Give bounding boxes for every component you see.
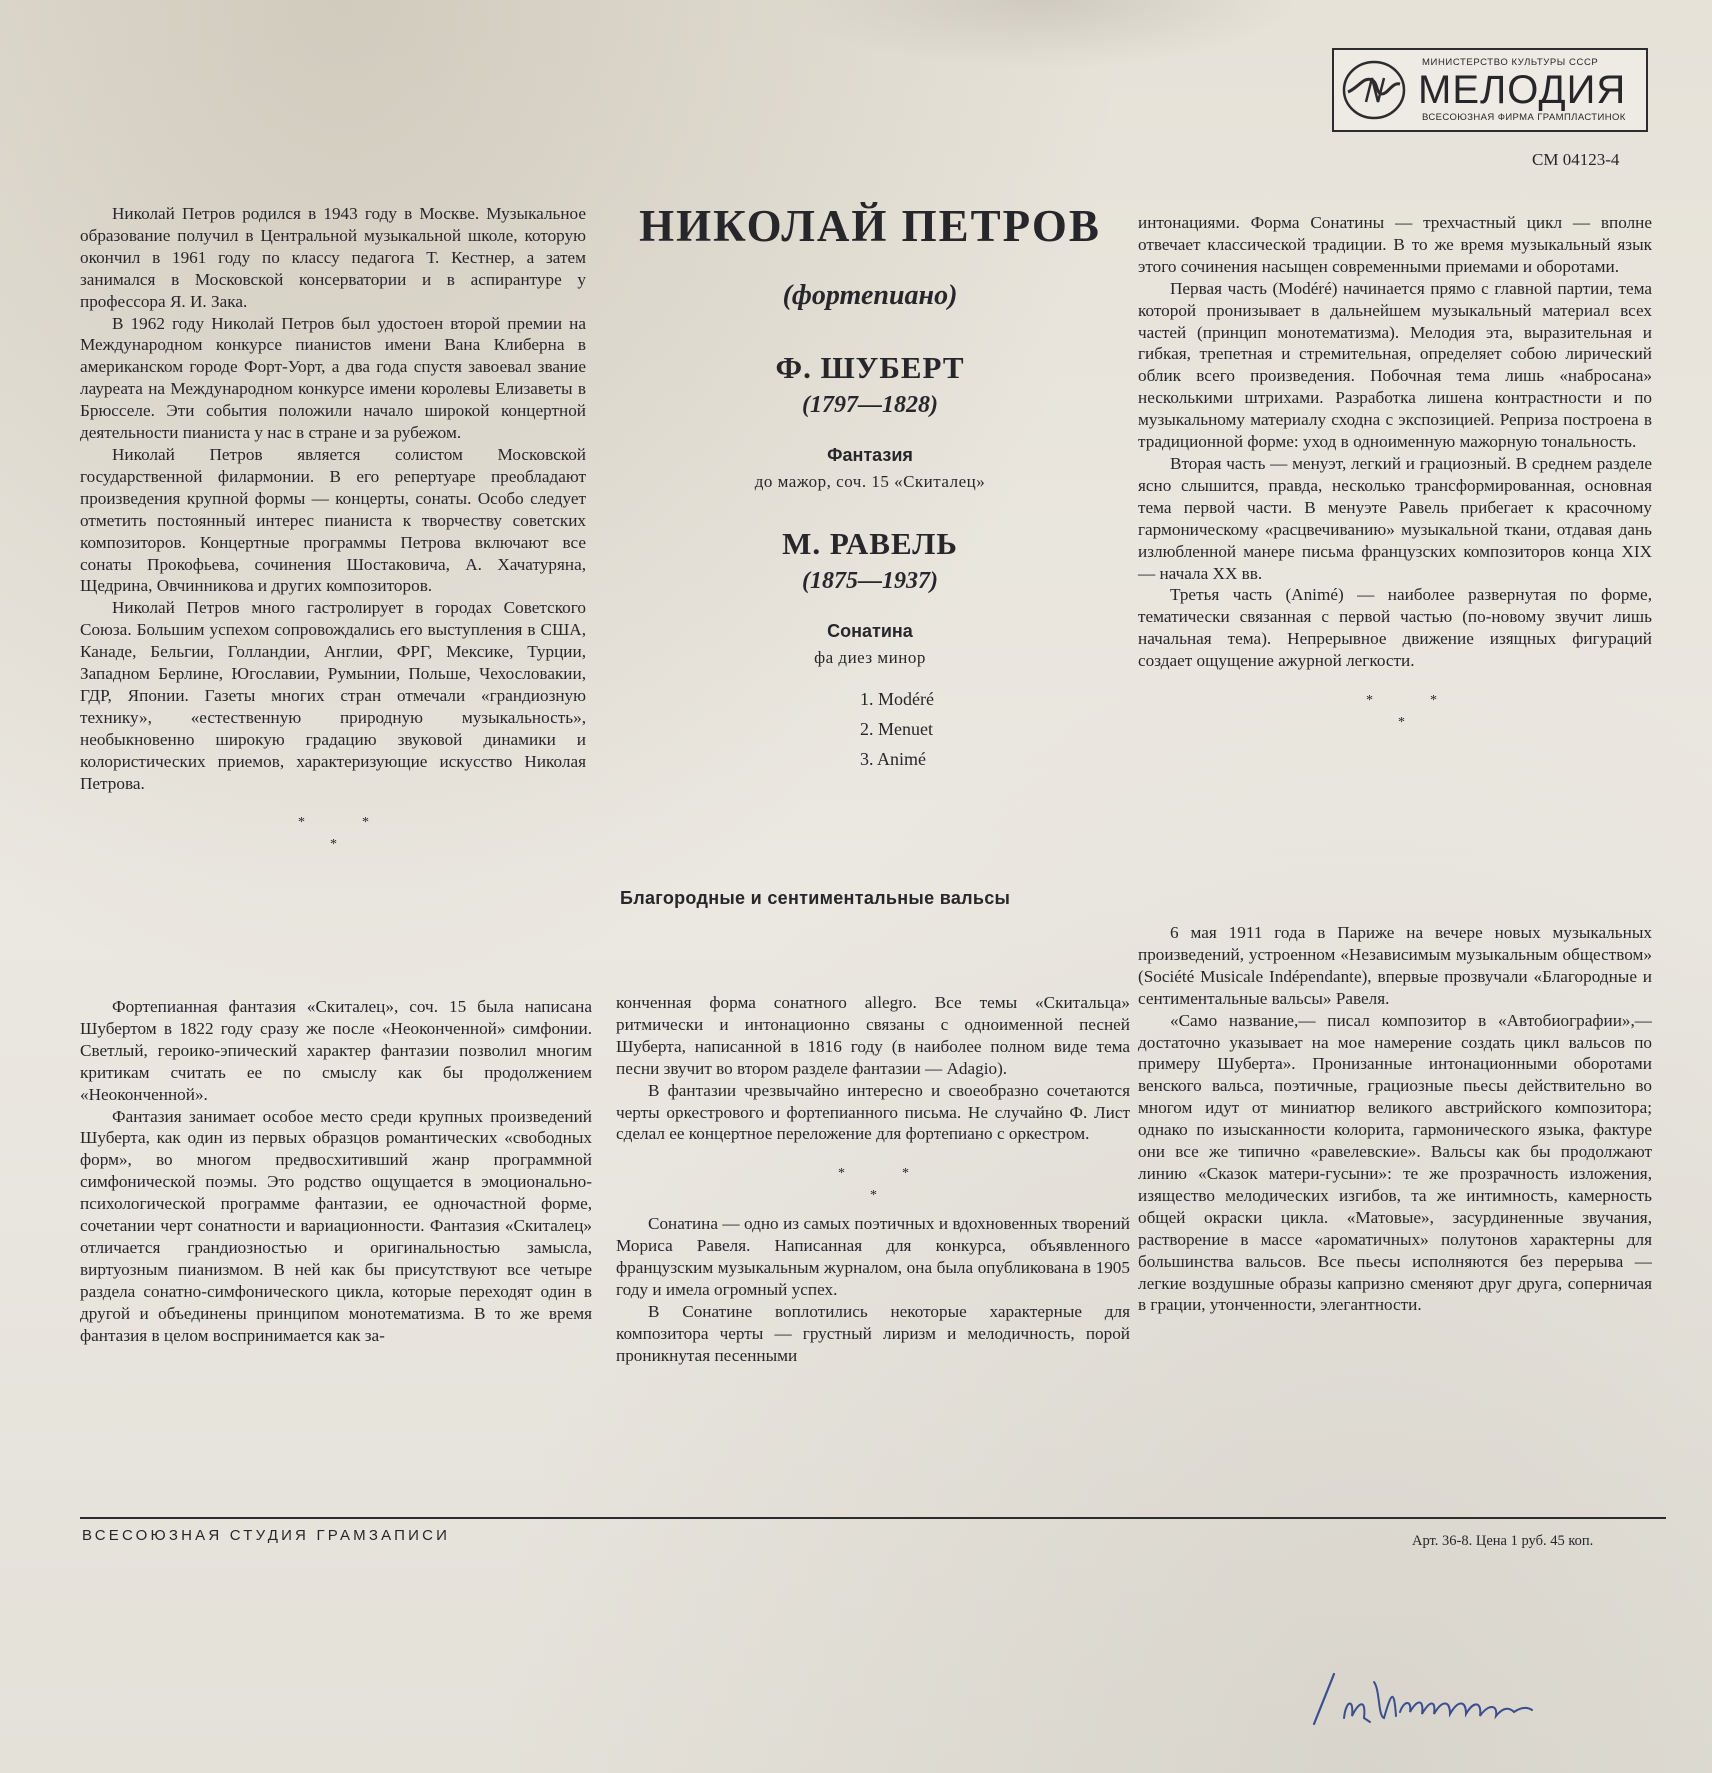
paragraph: В Сонатине воплотились некоторые характерные для композитора черты — грустный лиризм и мелодичность, порой проникнутая песенными bbox=[616, 1301, 1130, 1365]
movement-item: 2. Menuet bbox=[860, 719, 933, 739]
work-fantasy-title: Фантазия bbox=[827, 445, 913, 465]
composer-ravel: М. РАВЕЛЬ bbox=[782, 526, 958, 561]
paragraph: Николай Петров родился в 1943 году в Москве. Музыкальное образование получил в Центральной музыкальной школе, которую окончил в 1961 году по классу педагога Т. Кестнер, а затем занимался в Московской консерватории и в аспирантуре у профессора Я. И. Зака. bbox=[80, 204, 586, 311]
work-fantasy-subtitle: до мажор, соч. 15 «Скиталец» bbox=[754, 472, 986, 491]
melodiya-emblem-icon bbox=[1342, 58, 1406, 122]
logo-brand-name: МЕЛОДИЯ bbox=[1418, 68, 1627, 112]
studio-name: ВСЕСОЮЗНАЯ СТУДИЯ ГРАМЗАПИСИ bbox=[82, 1527, 451, 1544]
composer-schubert: Ф. ШУБЕРТ bbox=[775, 350, 965, 385]
performer-instrument: (фортепиано) bbox=[782, 280, 958, 311]
composer-ravel-dates: (1875—1937) bbox=[802, 568, 938, 594]
section-divider-stars: * * * bbox=[298, 815, 369, 853]
paragraph: Николай Петров много гастролирует в городах Советского Союза. Большим успехом сопровождались его выступления в США, Канаде, Бельгии, Голландии, Англии, ФРГ, Мексике, Турции, Западном Берлине, Югославии, Румынии, Польше, Чехословакии, ГДР, Японии. Газеты многих стран отмечали «грандиозную технику», «естественную природную музыкальность», необыкновенно широкую градацию звуковой динамики и колористических приемов, характеризующие искусство Николая Петрова. bbox=[80, 598, 586, 793]
paragraph: Николай Петров является солистом Московской государственной филармонии. В его репертуаре преобладают произведения крупной формы — концерты, сонаты. Особо следует отметить постоянный интерес пианиста к творчеству советских композиторов. Концертные программы Петрова включают все сонаты Прокофьева, сочинения Шостаковича, А. Хачатуряна, Щедрина, Овчинникова и других композиторов. bbox=[80, 444, 586, 596]
paragraph: Фантазия занимает особое место среди крупных произведений Шуберта, как один из первых образцов романтических «свободных форм», во многом предвосхитивший жанр программной симфонической поэмы. Это родство ощущается в эмоционально-психологической программе фантазии, ее одночастной форме, сочетании черт сонатности и вариационности. Фантазия «Скиталец» отличается грандиозностью и оригинальностью замысла, виртуозным пианизмом. В ней как бы присутствуют все четыре раздела сонатно-симфонического цикла, которые переходят один в другой и объединены принципом монотематизма. В то же время фантазия в целом воспринимается как за- bbox=[80, 1106, 592, 1345]
waltzes-notes bbox=[1138, 922, 1652, 1316]
paper-wear bbox=[780, 0, 1300, 70]
composer-schubert-dates: (1797—1828) bbox=[802, 392, 938, 418]
performer-name: НИКОЛАЙ ПЕТРОВ bbox=[639, 201, 1101, 251]
section-divider-stars: * * * bbox=[1366, 693, 1437, 731]
logo-firm-text: ВСЕСОЮЗНАЯ ФИРМА ГРАМПЛАСТИНОК bbox=[1422, 112, 1626, 123]
sonatina-movements bbox=[600, 684, 1140, 774]
paragraph: В фантазии чрезвычайно интересно и своеобразно сочетаются черты оркестрового и фортепианного письма. Не случайно Ф. Лист сделал ее концертное переложение для фортепиано с оркестром. bbox=[616, 1080, 1130, 1144]
program-listing bbox=[600, 200, 1140, 774]
paragraph: Вторая часть — менуэт, легкий и грациозный. В среднем разделе ясно слышится, правда, несколько трансформированная, основная тема первой части. В менуэте Равель прибегает к красочному гармоническому «расцвечиванию» музыкальной ткани, отдавая дань излюбленной манере письма французских композиторов конца XIX — начала XX вв. bbox=[1138, 453, 1652, 583]
work-waltzes-title: Благородные и сентиментальные вальсы bbox=[620, 888, 1011, 908]
paragraph: В 1962 году Николай Петров был удостоен второй премии на Международном конкурсе пианистов имени Вана Клиберна в американском городе Форт-Уорт, а два года спустя завоевал звание лауреата на Международном конкурсе имени королевы Елизаветы в Брюсселе. Эти события положили начало широкой концертной деятельности пианиста у нас в стране и за рубежом. bbox=[80, 313, 586, 443]
handwritten-signature bbox=[1300, 1660, 1560, 1740]
footer-divider bbox=[80, 1517, 1666, 1519]
section-divider-stars: * * * bbox=[838, 1166, 909, 1204]
paragraph: Сонатина — одно из самых поэтичных и вдохновенных творений Мориса Равеля. Написанная для конкурса, объявленного французским музыкальным журналом, она была опубликована в 1905 году и имела огромный успех. bbox=[616, 1214, 1130, 1300]
paragraph: интонациями. Форма Сонатины — трехчастный цикл — вполне отвечает классической традиции. В то же время музыкальный язык этого сочинения насыщен современными приемами и оборотами. bbox=[1138, 213, 1652, 276]
movement-item: 1. Modéré bbox=[860, 689, 934, 709]
performer-biography bbox=[80, 203, 586, 862]
schubert-fantasy-notes bbox=[80, 996, 592, 1347]
price-text: Арт. 36-8. Цена 1 руб. 45 коп. bbox=[1412, 1533, 1594, 1549]
catalog-number: СМ 04123-4 bbox=[1532, 150, 1620, 169]
paragraph: Фортепианная фантазия «Скиталец», соч. 15 была написана Шубертом в 1822 году сразу же после «Неоконченной» симфонии. Светлый, героико-эпический характер фантазии позволил многим критикам считать ее по смыслу как бы продолжением «Неоконченной». bbox=[80, 997, 592, 1104]
fantasy-and-sonatina-notes bbox=[616, 992, 1130, 1367]
melodiya-logo bbox=[1332, 48, 1648, 132]
paragraph: конченная форма сонатного allegro. Все темы «Скитальца» ритмически и интонационно связаны с одноименной песней Шуберта, написанной в 1816 году (в наиболее полном виде тема песни звучит во втором разделе фантазии — Adagio). bbox=[616, 993, 1130, 1078]
movement-item: 3. Animé bbox=[860, 749, 926, 769]
logo-ministry-text: МИНИСТЕРСТВО КУЛЬТУРЫ СССР bbox=[1422, 57, 1599, 68]
paragraph: Третья часть (Animé) — наиболее развернутая по форме, тематически связанная с первой частью (по-новому звучит лишь начальная тема). Непрерывное движение изящных фигураций создает ощущение ажурной легкости. bbox=[1138, 585, 1652, 671]
paragraph: Первая часть (Modéré) начинается прямо с главной партии, тема которой пронизывает в дальнейшем музыкальный материал всех частей (принцип монотематизма). Мелодия эта, выразительная и гибкая, трепетная и стремительная, определяет собою лирический облик всего произведения. Побочная тема лишь «набросана» несколькими штрихами. Разработка лишена контрастности и по музыкальному материалу сходна с экспозицией. Реприза построена в традиционной форме: уход в одноименную мажорную тональность. bbox=[1138, 278, 1652, 452]
work-sonatina-title: Сонатина bbox=[827, 621, 913, 641]
paragraph: «Само название,— писал композитор в «Автобиографии»,— достаточно указывает на мое намерение создать цикл вальсов по примеру Шуберта». Пронизанные интонационными оборотами венского вальса, поэтичные, грациозные пьесы действительно во многом идут от миниатюр великого австрийского композитора; однако по изысканности колорита, гармонического языка, фактуре они все же типично «равелевские». Вальсы как бы продолжают линию «Сказок матери-гусыни»: те же прозрачность изложения, изящество мелодических изгибов, та же интимность, камерность общей окраски цикла. «Матовые», засурдиненные звучания, растворение в массе «ароматичных» полутонов характерны для большинства вальсов. Все пьесы исполняются без перерыва — легкие воздушные образы капризно сменяют друг друга, соперничая в грации, утонченности, элегантности. bbox=[1138, 1010, 1652, 1315]
work-sonatina-subtitle: фа диез минор bbox=[814, 648, 926, 667]
paragraph: 6 мая 1911 года в Париже на вечере новых музыкальных произведений, устроенном «Независимым музыкальным обществом» (Société Musicale Indépendante), впервые прозвучали «Благородные и сентиментальные вальсы» Равеля. bbox=[1138, 923, 1652, 1008]
sonatina-notes bbox=[1138, 212, 1652, 740]
